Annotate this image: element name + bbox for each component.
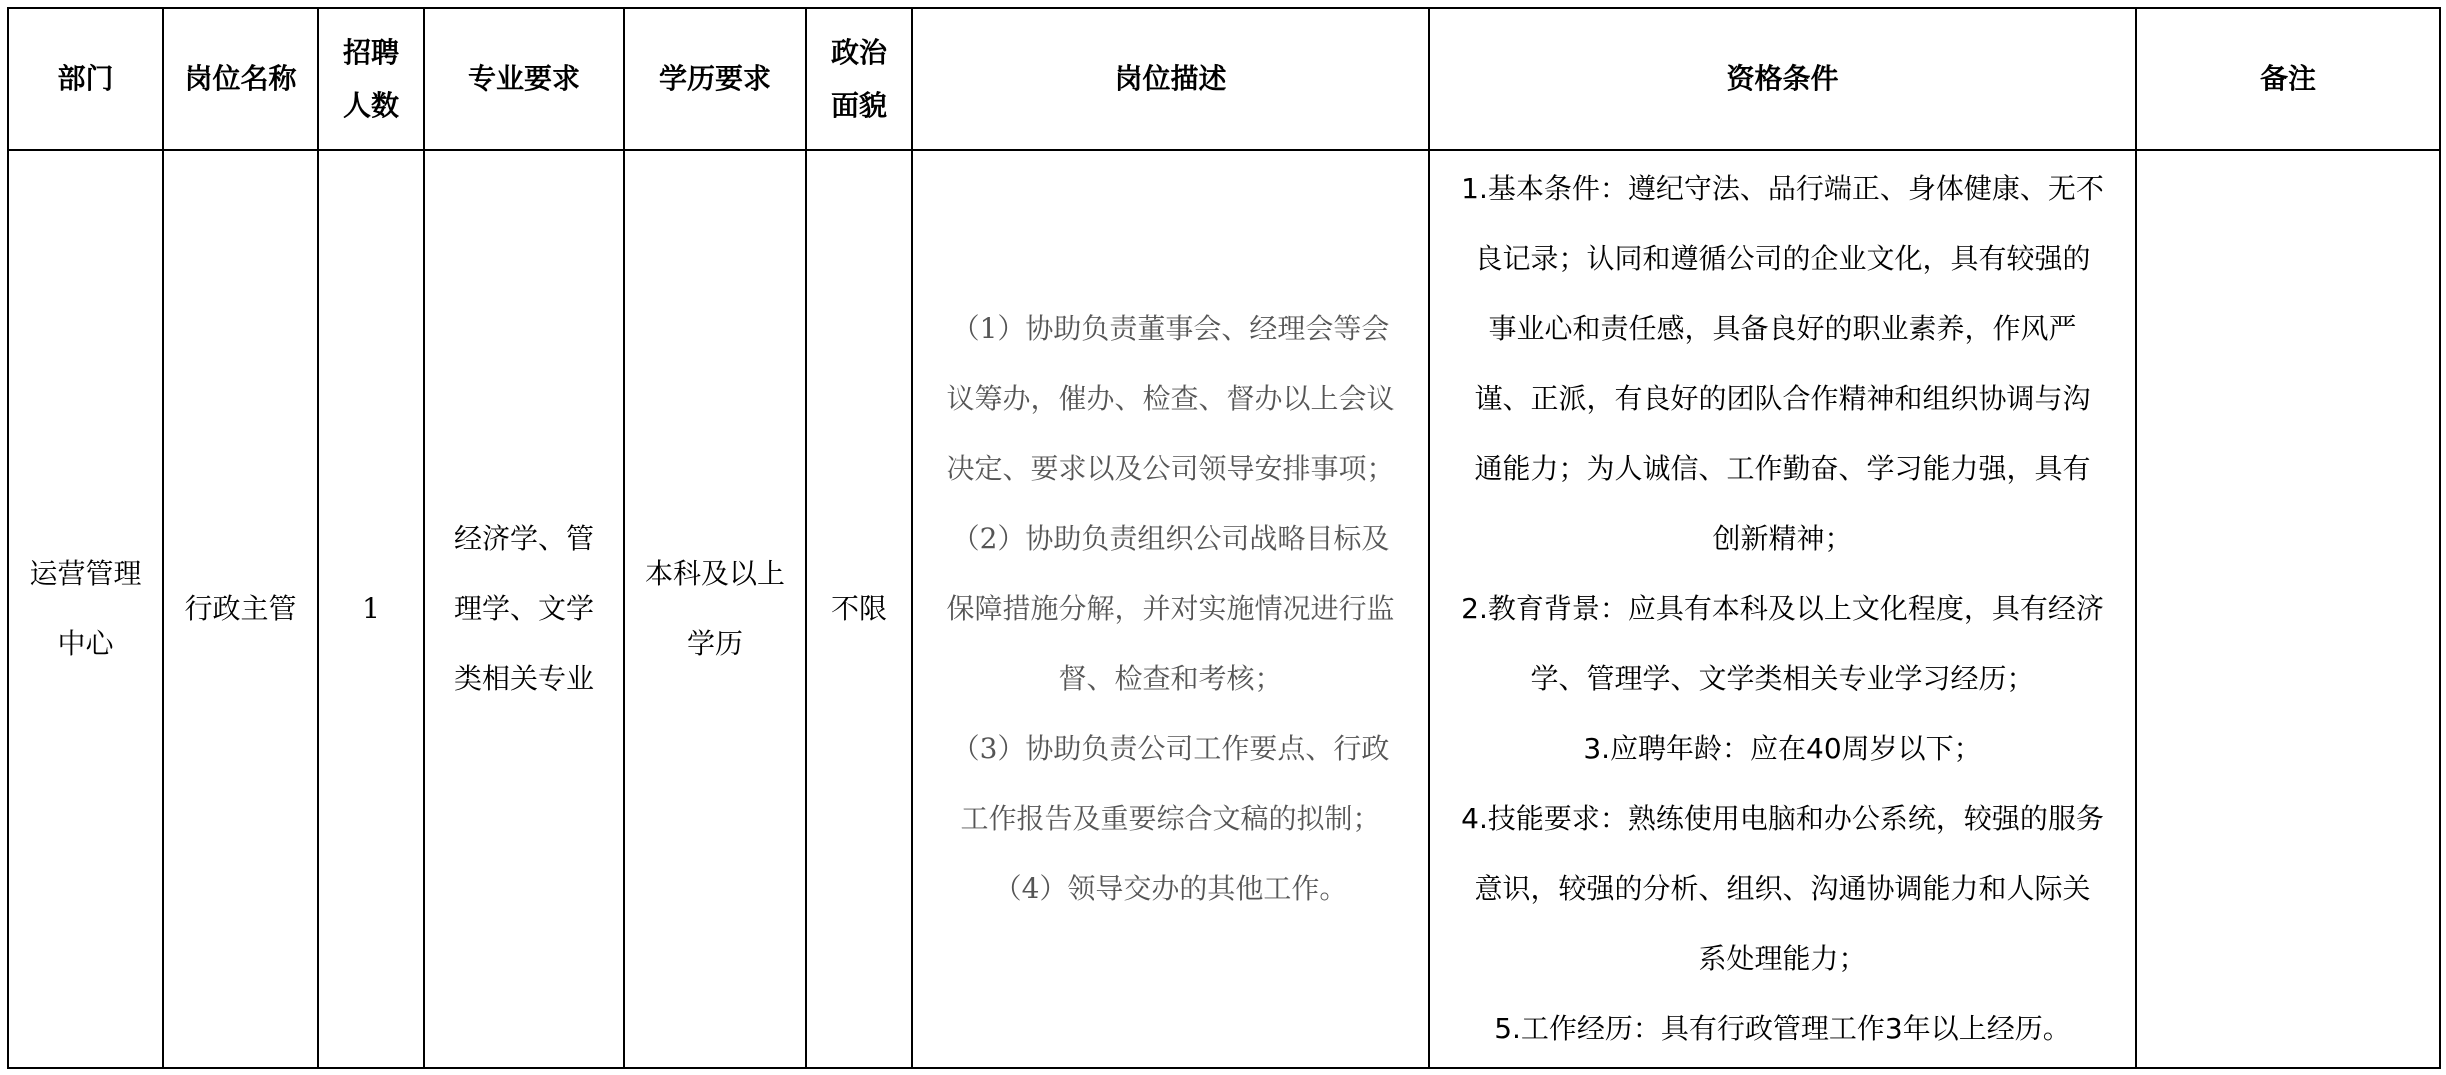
cell-position: 行政主管: [163, 150, 318, 1068]
qualification-line: 良记录；认同和遵循公司的企业文化，具有较强的: [1474, 242, 2091, 275]
qualification-line: 事业心和责任感，具备良好的职业素养，作风严: [1488, 312, 2077, 345]
cell-political: 不限: [806, 150, 912, 1068]
header-position: 岗位名称: [163, 8, 318, 150]
qualification-line: 谨、正派，有良好的团队合作精神和组织协调与沟: [1474, 382, 2091, 415]
header-notes: 备注: [2136, 8, 2440, 150]
cell-notes: [2136, 150, 2440, 1068]
recruitment-table: [7, 7, 2441, 1069]
description-line: 决定、要求以及公司领导安排事项；: [946, 452, 1395, 485]
cell-education: 本科及以上 学历: [624, 150, 806, 1068]
description-line: （1）协助负责董事会、经理会等会: [951, 312, 1390, 345]
qualification-line: 创新精神；: [1712, 522, 1853, 555]
header-major: 专业要求: [424, 8, 624, 150]
description-line: 督、检查和考核；: [1058, 662, 1283, 695]
qualification-line: 2.教育背景：应具有本科及以上文化程度，具有经济: [1461, 592, 2104, 625]
qualification-line: 4.技能要求：熟练使用电脑和办公系统，较强的服务: [1461, 802, 2104, 835]
qualification-line: 学、管理学、文学类相关专业学习经历；: [1530, 662, 2035, 695]
header-dept: 部门: [8, 8, 163, 150]
qualification-line: 5.工作经历：具有行政管理工作3年以上经历。: [1494, 1012, 2071, 1045]
qualification-line: 3.应聘年龄：应在40周岁以下；: [1583, 732, 1982, 765]
cell-description: [912, 150, 1429, 1068]
cell-count: 1: [318, 150, 424, 1068]
header-political: 政治 面貌: [806, 8, 912, 150]
description-line: （3）协助负责公司工作要点、行政: [951, 732, 1390, 765]
cell-dept: 运营管理 中心: [8, 150, 163, 1068]
header-row: [8, 8, 2440, 150]
recruitment-table-container: [7, 7, 2439, 1069]
header-count: 招聘 人数: [318, 8, 424, 150]
description-line: 保障措施分解，并对实施情况进行监: [946, 592, 1395, 625]
qualification-line: 系处理能力；: [1698, 942, 1867, 975]
qualification-line: 意识，较强的分析、组织、沟通协调能力和人际关: [1474, 872, 2091, 905]
qualification-line: 通能力；为人诚信、工作勤奋、学习能力强，具有: [1474, 452, 2091, 485]
table-row: [8, 150, 2440, 1068]
header-education: 学历要求: [624, 8, 806, 150]
header-qualifications: 资格条件: [1429, 8, 2136, 150]
description-line: 议筹办，催办、检查、督办以上会议: [946, 382, 1395, 415]
header-description: 岗位描述: [912, 8, 1429, 150]
cell-qualifications: [1429, 150, 2136, 1068]
cell-major: 经济学、管 理学、文学 类相关专业: [424, 150, 624, 1068]
description-line: 工作报告及重要综合文稿的拟制；: [960, 802, 1381, 835]
description-line: （2）协助负责组织公司战略目标及: [951, 522, 1390, 555]
description-line: （4）领导交办的其他工作。: [993, 872, 1348, 905]
qualification-line: 1.基本条件：遵纪守法、品行端正、身体健康、无不: [1461, 172, 2104, 205]
